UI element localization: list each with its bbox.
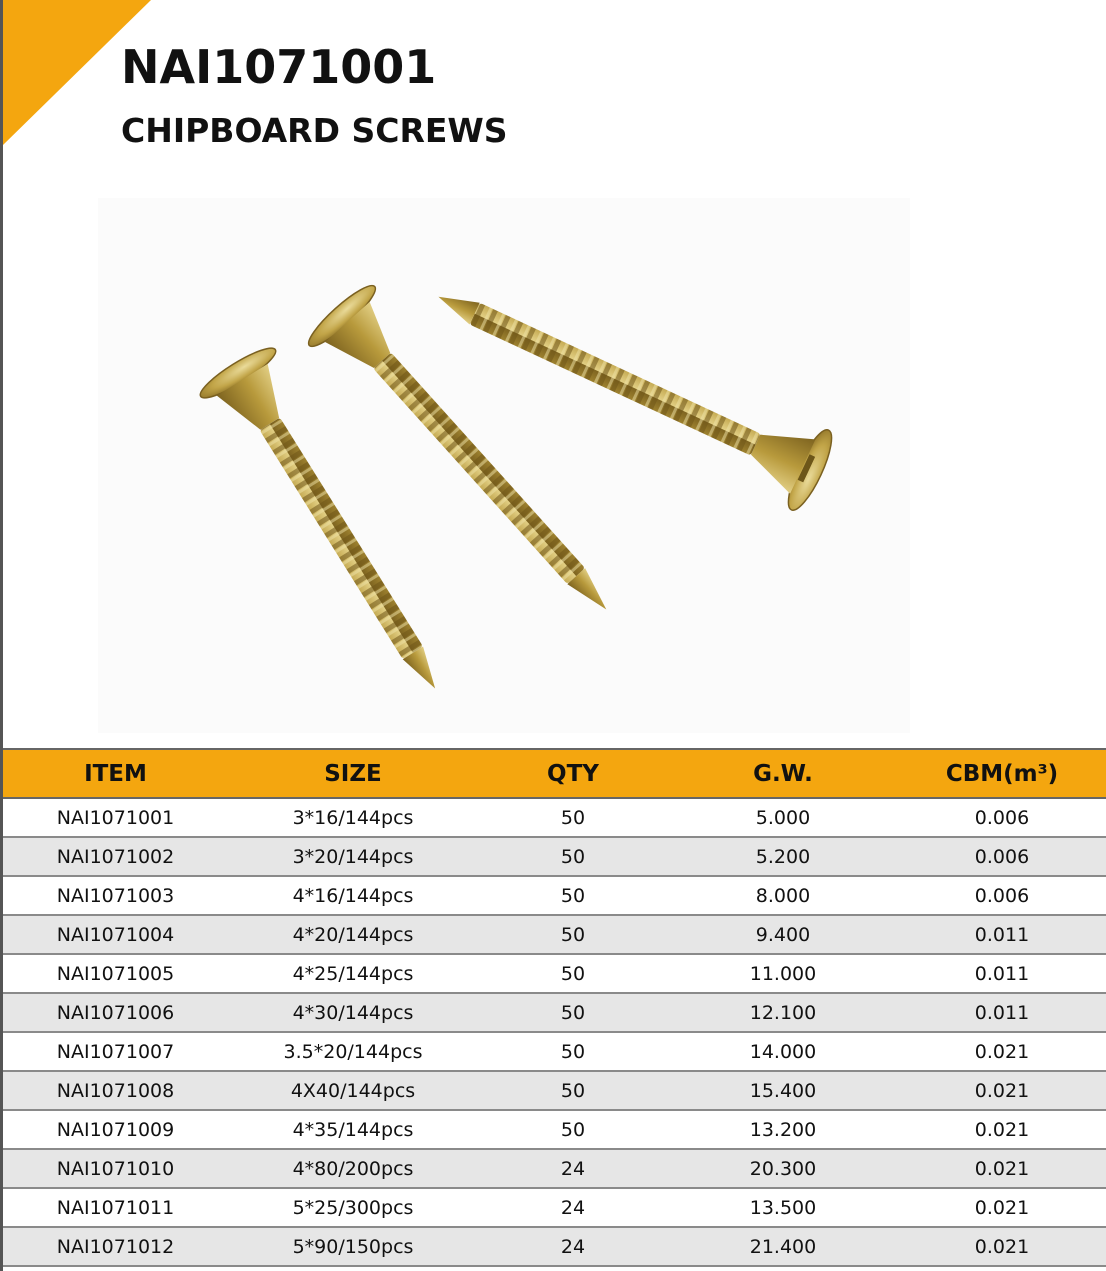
product-photo <box>98 198 910 733</box>
cell-cbm: 0.021 <box>898 1110 1106 1149</box>
cell-gw: 21.400 <box>668 1227 898 1266</box>
cell-item: NAI1071005 <box>3 954 228 993</box>
cell-item: NAI1071010 <box>3 1149 228 1188</box>
cell-gw: 20.300 <box>668 1149 898 1188</box>
cell-cbm: 0.006 <box>898 876 1106 915</box>
table-row <box>3 993 1106 1032</box>
cell-gw: 14.000 <box>668 1032 898 1071</box>
table-row <box>3 915 1106 954</box>
table-header-row <box>3 749 1106 798</box>
table-row <box>3 1149 1106 1188</box>
cell-gw: 12.100 <box>668 993 898 1032</box>
cell-qty: 50 <box>478 1032 668 1071</box>
cell-cbm: 0.021 <box>898 1188 1106 1227</box>
cell-gw: 5.200 <box>668 837 898 876</box>
cell-item: NAI1071007 <box>3 1032 228 1071</box>
cell-item: NAI1071003 <box>3 876 228 915</box>
cell-gw: 13.500 <box>668 1188 898 1227</box>
header-gw: G.W. <box>753 760 813 787</box>
cell-size: 4X40/144pcs <box>228 1071 478 1110</box>
cell-qty: 24 <box>478 1149 668 1188</box>
cell-item: NAI1071004 <box>3 915 228 954</box>
cell-size: 4*16/144pcs <box>228 876 478 915</box>
table-row <box>3 1110 1106 1149</box>
product-name-title: CHIPBOARD SCREWS <box>121 111 508 150</box>
table-row <box>3 876 1106 915</box>
cell-gw: 5.000 <box>668 798 898 837</box>
screw-middle <box>303 279 639 639</box>
cell-qty: 24 <box>478 1227 668 1266</box>
table-row <box>3 1032 1106 1071</box>
spec-table <box>3 748 1106 1267</box>
cell-qty: 50 <box>478 1110 668 1149</box>
cell-item: NAI1071008 <box>3 1071 228 1110</box>
cell-gw: 15.400 <box>668 1071 898 1110</box>
cell-item: NAI1071012 <box>3 1227 228 1266</box>
cell-size: 4*25/144pcs <box>228 954 478 993</box>
header-qty: QTY <box>547 760 599 787</box>
product-code-title: NAI1071001 <box>121 40 437 94</box>
cell-cbm: 0.011 <box>898 915 1106 954</box>
cell-item: NAI1071002 <box>3 837 228 876</box>
cell-qty: 50 <box>478 993 668 1032</box>
cell-size: 4*35/144pcs <box>228 1110 478 1149</box>
cell-size: 5*25/300pcs <box>228 1188 478 1227</box>
cell-size: 4*30/144pcs <box>228 993 478 1032</box>
cell-size: 5*90/150pcs <box>228 1227 478 1266</box>
cell-cbm: 0.011 <box>898 993 1106 1032</box>
cell-size: 4*80/200pcs <box>228 1149 478 1188</box>
cell-cbm: 0.021 <box>898 1032 1106 1071</box>
table-row <box>3 954 1106 993</box>
cell-size: 3.5*20/144pcs <box>228 1032 478 1071</box>
table-row <box>3 1071 1106 1110</box>
header-cbm: CBM(m³) <box>945 760 1059 787</box>
cell-gw: 13.200 <box>668 1110 898 1149</box>
cell-qty: 50 <box>478 798 668 837</box>
table-row <box>3 1188 1106 1227</box>
cell-size: 4*20/144pcs <box>228 915 478 954</box>
cell-qty: 50 <box>478 876 668 915</box>
table-row <box>3 1227 1106 1266</box>
cell-cbm: 0.006 <box>898 798 1106 837</box>
cell-qty: 24 <box>478 1188 668 1227</box>
cell-size: 3*20/144pcs <box>228 837 478 876</box>
cell-qty: 50 <box>478 837 668 876</box>
screws-illustration <box>98 198 910 733</box>
cell-cbm: 0.011 <box>898 954 1106 993</box>
cell-cbm: 0.021 <box>898 1227 1106 1266</box>
cell-cbm: 0.006 <box>898 837 1106 876</box>
cell-item: NAI1071011 <box>3 1188 228 1227</box>
cell-cbm: 0.021 <box>898 1149 1106 1188</box>
cell-qty: 50 <box>478 1071 668 1110</box>
cell-item: NAI1071006 <box>3 993 228 1032</box>
cell-cbm: 0.021 <box>898 1071 1106 1110</box>
cell-qty: 50 <box>478 915 668 954</box>
cell-item: NAI1071009 <box>3 1110 228 1149</box>
cell-gw: 8.000 <box>668 876 898 915</box>
table-row <box>3 798 1106 837</box>
cell-gw: 9.400 <box>668 915 898 954</box>
cell-qty: 50 <box>478 954 668 993</box>
header-size: SIZE <box>324 760 382 787</box>
cell-item: NAI1071001 <box>3 798 228 837</box>
cell-gw: 11.000 <box>668 954 898 993</box>
header-item: ITEM <box>84 760 147 787</box>
table-row <box>3 837 1106 876</box>
cell-size: 3*16/144pcs <box>228 798 478 837</box>
